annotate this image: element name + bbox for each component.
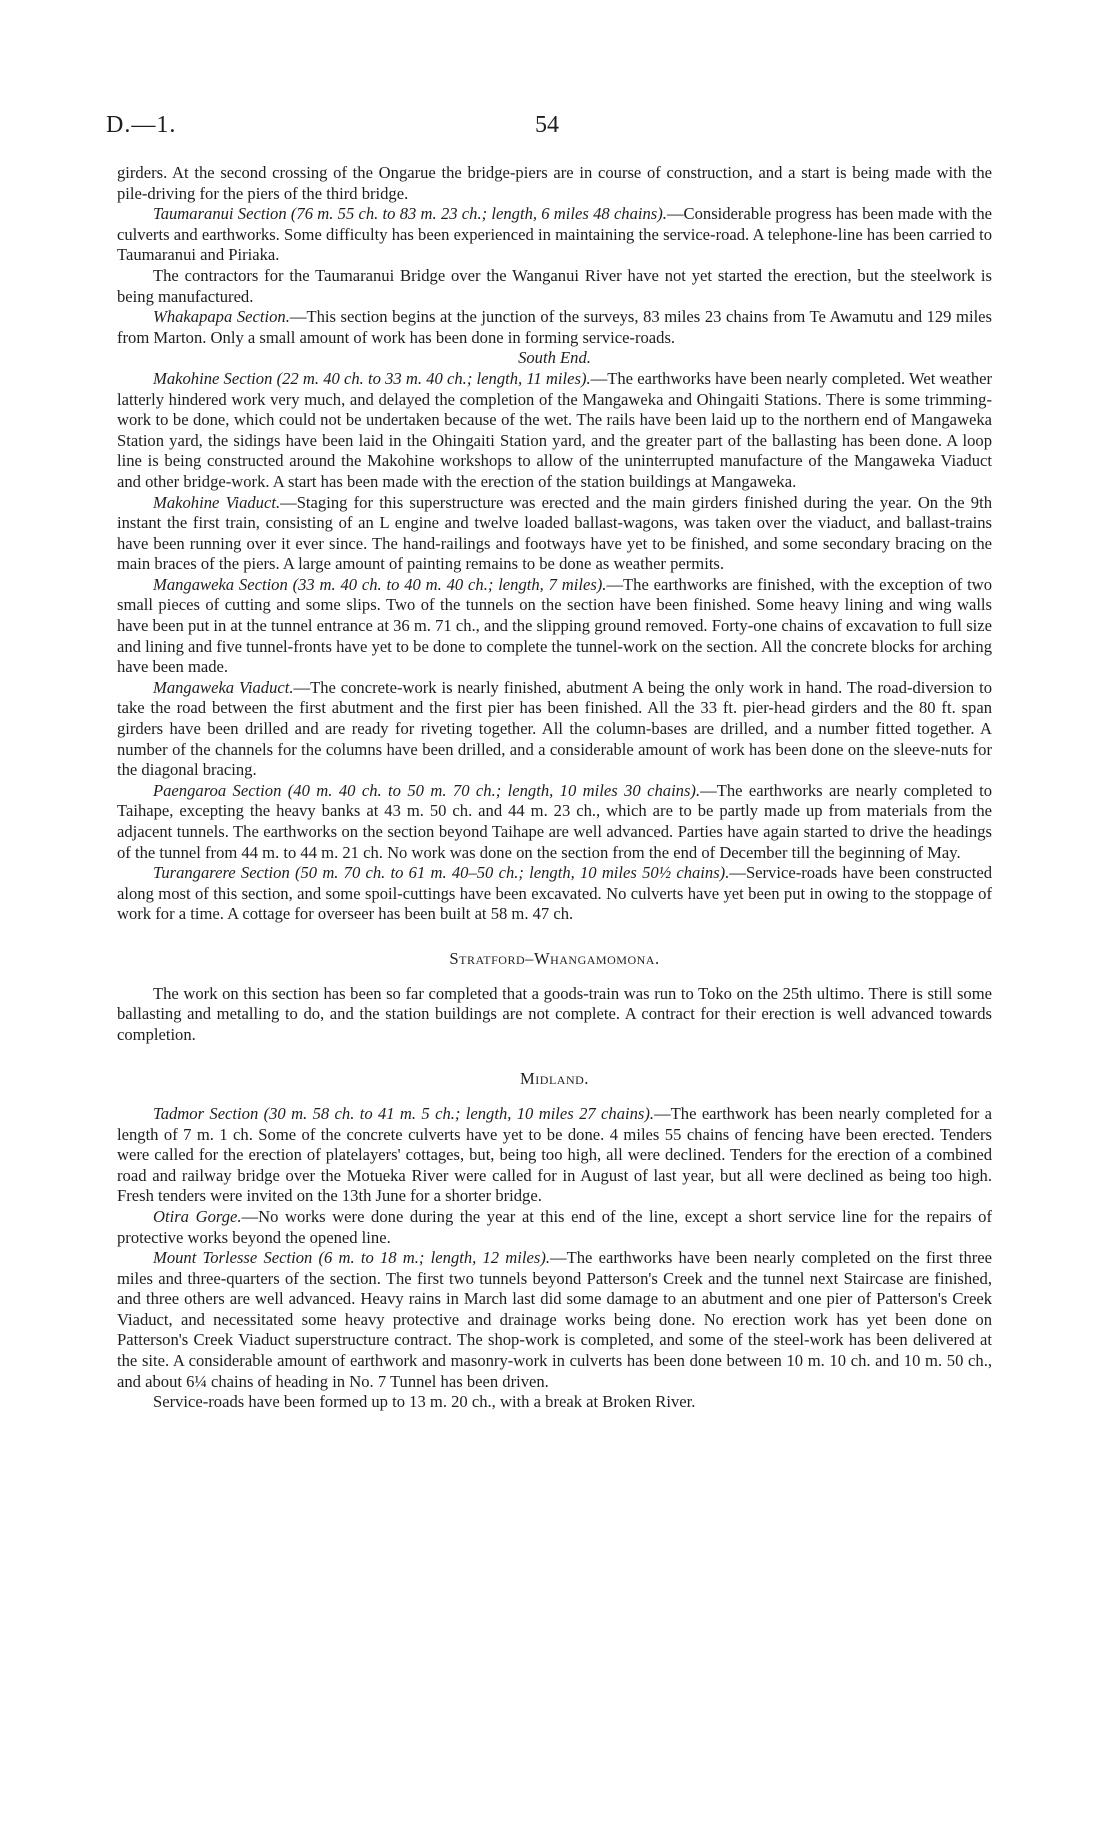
heading-midland: Midland. xyxy=(520,1069,589,1089)
section-title: Makohine Section (22 m. 40 ch. to 33 m. 40 ch.; length, 11 miles). xyxy=(153,368,591,388)
section-title: Mount Torlesse Section (6 m. to 18 m.; length, 12 miles). xyxy=(153,1248,551,1268)
paragraph-stratford-whangamomona: The work on this section has been so far completed that a goods-train was run to Toko on the 25th ultimo. There is still some ballasting and metalling to do, and the station buildings are not complete. A contract for their erection is well advanced towards completion. xyxy=(117,983,992,1044)
paragraph-paengaroa-section: Paengaroa Section (40 m. 40 ch. to 50 m. 70 ch.; length, 10 miles 30 chains).—The earthworks are nearly completed to Taihape, excepting the heavy banks at 43 m. 50 ch. and 44 m. 23 ch., which are to be partly made up from materials from the adjacent tunnels. The earthworks on the section beyond Taihape are well advanced. Parties have again started to drive the headings of the tunnel from 44 m. to 44 m. 21 ch. No work was done on the section from the end of December till the beginning of May. xyxy=(117,780,992,862)
section-title: Turangarere Section (50 m. 70 ch. to 61 m. 40–50 ch.; length, 10 miles 50½ chains). xyxy=(153,863,730,883)
paragraph-makohine-viaduct: Makohine Viaduct.—Staging for this superstructure was erected and the main girders finished during the year. On the 9th instant the first train, consisting of an L engine and twelve loaded ballast-wagons, was taken over the viaduct, and ballast-trains have been running over it ever since. The hand-railings and footways have yet to be finished, and some secondary bracing on the main braces of the piers. A large amount of painting remains to be done as weather permits. xyxy=(117,492,993,574)
paragraph-taumaranui-section: Taumaranui Section (76 m. 55 ch. to 83 m. 23 ch.; length, 6 miles 48 chains).—Considerable progress has been made with the culverts and earthworks. Some difficulty has been experienced in maintaining the service-road. A telephone-line has been carried to Taumaranui and Piriaka. xyxy=(117,204,992,265)
document-body xyxy=(117,163,992,1413)
paragraph-whakapapa-section: Whakapapa Section.—This section begins at the junction of the surveys, 83 miles 23 chains from Te Awamutu and 129 miles from Marton. Only a small amount of work has been done in forming service-roads. xyxy=(117,307,992,347)
section-title: Mangaweka Section (33 m. 40 ch. to 40 m. 40 ch.; length, 7 miles). xyxy=(153,574,607,594)
section-title: Tadmor Section (30 m. 58 ch. to 41 m. 5 ch.; length, 10 miles 27 chains). xyxy=(153,1103,655,1123)
paragraph-mangaweka-section: Mangaweka Section (33 m. 40 ch. to 40 m. 40 ch.; length, 7 miles).—The earthworks are finished, with the exception of two small pieces of cutting and some slips. Two of the tunnels on the section have been finished. Some heavy lining and wing walls have been put in at the tunnel entrance at 36 m. 71 ch., and the slipping ground removed. Forty-one chains of excavation to full size and lining and five tunnel-fronts have yet to be done to complete the tunnel-work on the section. All the concrete blocks for arching have been made. xyxy=(117,574,992,677)
paragraph-service-roads: Service-roads have been formed up to 13 m. 20 ch., with a break at Broken River. xyxy=(153,1392,696,1412)
paragraph-makohine-section: Makohine Section (22 m. 40 ch. to 33 m. 40 ch.; length, 11 miles).—The earthworks have been nearly completed. Wet weather latterly hindered work very much, and delayed the completion of the Mangaweka and Ohingaiti Stations. There is some trimming-work to be done, which could not be undertaken because of the wet. The rails have been laid up to the northern end of Mangaweka Station yard, the sidings have been laid in the Ohingaiti Station yard, and the greater part of the ballasting has been done. A loop line is being constructed around the Makohine workshops to allow of the uninterrupted manufacture of the Mangaweka Viaduct and other bridge-work. A start has been made with the erection of the station buildings at Mangaweka. xyxy=(117,368,993,491)
paragraph-taumaranui-bridge: The contractors for the Taumaranui Bridge over the Wanganui River have not yet started the erection, but the steelwork is being manufactured. xyxy=(117,265,992,306)
paragraph-tadmor-section: Tadmor Section (30 m. 58 ch. to 41 m. 5 ch.; length, 10 miles 27 chains).—The earthwork has been nearly completed for a length of 7 m. 1 ch. Some of the concrete culverts have yet to be done. 4 miles 55 chains of fencing have been erected. Tenders were called for the erection of platelayers' cottages, but, being too high, all were declined. Tenders for the erection of a combined road and railway bridge over the Motueka River were called for in August of last year, but all were declined as being too high. Fresh tenders were invited on the 13th June for a shorter bridge. xyxy=(117,1103,992,1206)
subheading-south-end: South End. xyxy=(518,348,591,368)
section-title: Mangaweka Viaduct. xyxy=(153,677,294,697)
paragraph-mount-torlesse-section: Mount Torlesse Section (6 m. to 18 m.; length, 12 miles).—The earthworks have been nearly completed on the first three miles and three-quarters of the section. The first two tunnels beyond Patterson's Creek and the tunnel next Staircase are finished, and three others are well advanced. Heavy rains in March last did some damage to an abutment and one pier of Patterson's Creek Viaduct, and necessitated some heavy protective and drainage works being done. No erection work has yet been done on Patterson's Creek Viaduct superstructure contract. The shop-work is completed, and some of the steel-work has been delivered at the site. A considerable amount of earthwork and masonry-work in culverts has been done between 10 m. 10 ch. and 10 m. 50 ch., and about 6¼ chains of heading in No. 7 Tunnel has been driven. xyxy=(117,1248,992,1391)
section-title: Whakapapa Section. xyxy=(153,307,290,327)
paragraph-otira-gorge: Otira Gorge.—No works were done during the year at this end of the line, except a short service line for the repairs of protective works beyond the opened line. xyxy=(117,1206,992,1247)
page-number: 54 xyxy=(535,112,559,138)
document-reference: D.—1. xyxy=(106,112,177,138)
paragraph-mangaweka-viaduct: Mangaweka Viaduct.—The concrete-work is nearly finished, abutment A being the only work in hand. The road-diversion to take the road between the first abutment and the first pier has been finished. All the 33 ft. pier-head girders and the 80 ft. span girders have been drilled and are ready for riveting together. All the column-bases are drilled, and a number fitted together. A number of the channels for the columns have been drilled, and a considerable amount of work has been done on the sleeve-nuts for the diagonal bracing. xyxy=(117,677,992,780)
section-title: Makohine Viaduct. xyxy=(153,492,281,512)
heading-stratford-whangamomona: Stratford–Whangamomona. xyxy=(449,948,660,968)
section-title: Taumaranui Section (76 m. 55 ch. to 83 m. 23 ch.; length, 6 miles 48 chains). xyxy=(153,204,667,224)
paragraph-continuation: girders. At the second crossing of the Ongarue the bridge-piers are in course of construction, and a start is being made with the pile-driving for the piers of the third bridge. xyxy=(117,163,992,203)
section-title: Paengaroa Section (40 m. 40 ch. to 50 m. 70 ch.; length, 10 miles 30 chains). xyxy=(153,780,701,800)
paragraph-turangarere-section: Turangarere Section (50 m. 70 ch. to 61 m. 40–50 ch.; length, 10 miles 50½ chains).—Service-roads have been constructed along most of this section, and some spoil-cuttings have been excavated. No culverts have yet been put in owing to the stoppage of work for a time. A cottage for overseer has been built at 58 m. 47 ch. xyxy=(117,863,992,924)
section-title: Otira Gorge. xyxy=(153,1206,242,1226)
